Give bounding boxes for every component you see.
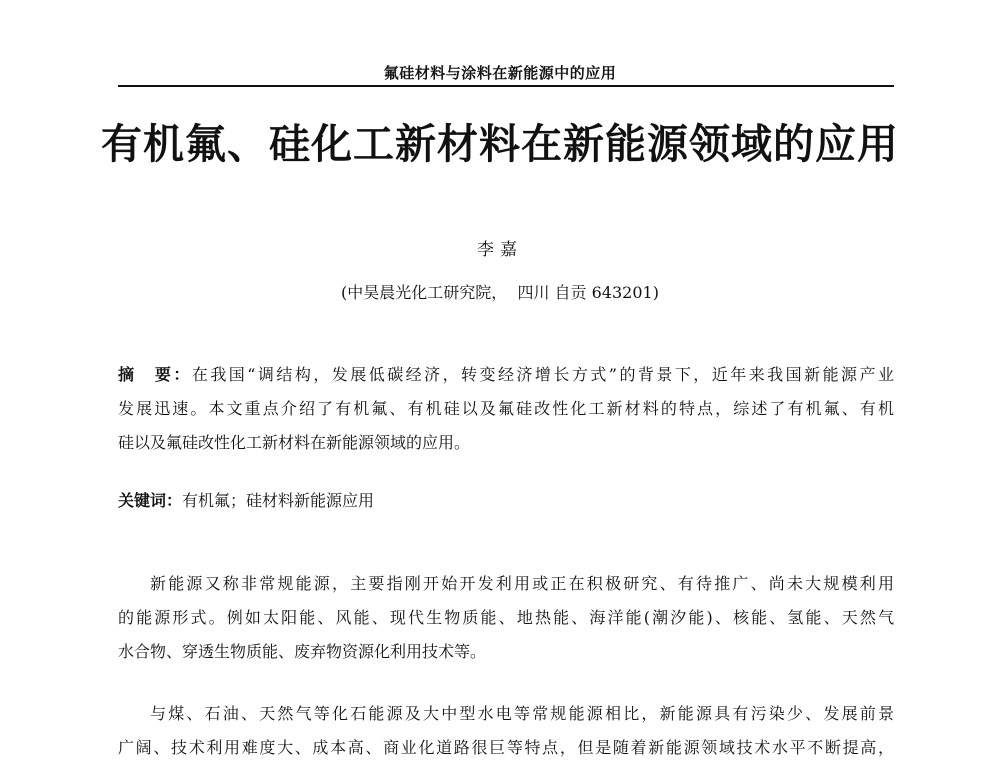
- body-line: 广阔、技术利用难度大、成本高、商业化道路很巨等特点，但是随着新能源领域技术水平不断提高，: [118, 738, 894, 757]
- running-header: 氟硅材料与涂料在新能源中的应用: [383, 64, 617, 82]
- abstract: [118, 358, 894, 460]
- abstract-line: 硅以及氟硅改性化工新材料在新能源领域的应用。: [118, 433, 471, 452]
- body-line: 与煤、石油、天然气等化石能源及大中型水电等常规能源相比，新能源具有污染少、发展前景: [150, 704, 894, 723]
- paper-title: 有机氟、硅化工新材料在新能源领域的应用: [101, 120, 899, 168]
- keywords-label: 关键词：: [118, 491, 183, 510]
- body-line: 新能源又称非常规能源，主要指刚开始开发利用或正在积极研究、有待推广、尚未大规模利用: [150, 574, 894, 593]
- abstract-line: [118, 358, 894, 392]
- body-paragraph-1: [118, 567, 894, 669]
- abstract-text: 在我国“调结构，发展低碳经济，转变经济增长方式”的背景下，近年来我国新能源产业: [191, 365, 894, 384]
- body-line: 的能源形式。例如太阳能、风能、现代生物质能、地热能、海洋能(潮汐能)、核能、氢能、天然气: [118, 608, 894, 627]
- abstract-label: 摘 要：: [118, 365, 192, 384]
- author-affiliation: (中昊晨光化工研究院， 四川 自贡 643201): [341, 283, 659, 302]
- keywords: [118, 484, 894, 518]
- abstract-line: 发展迅速。本文重点介绍了有机氟、有机硅以及氟硅改性化工新材料的特点，综述了有机氟、有机: [118, 399, 894, 418]
- body-paragraph-2: [118, 697, 894, 760]
- body-line: 水合物、穿透生物质能、废弃物资源化利用技术等。: [118, 642, 487, 661]
- keywords-text: 有机氟；硅材料新能源应用: [182, 491, 375, 510]
- header-rule: [118, 85, 894, 87]
- author-name: 李嘉: [477, 240, 523, 260]
